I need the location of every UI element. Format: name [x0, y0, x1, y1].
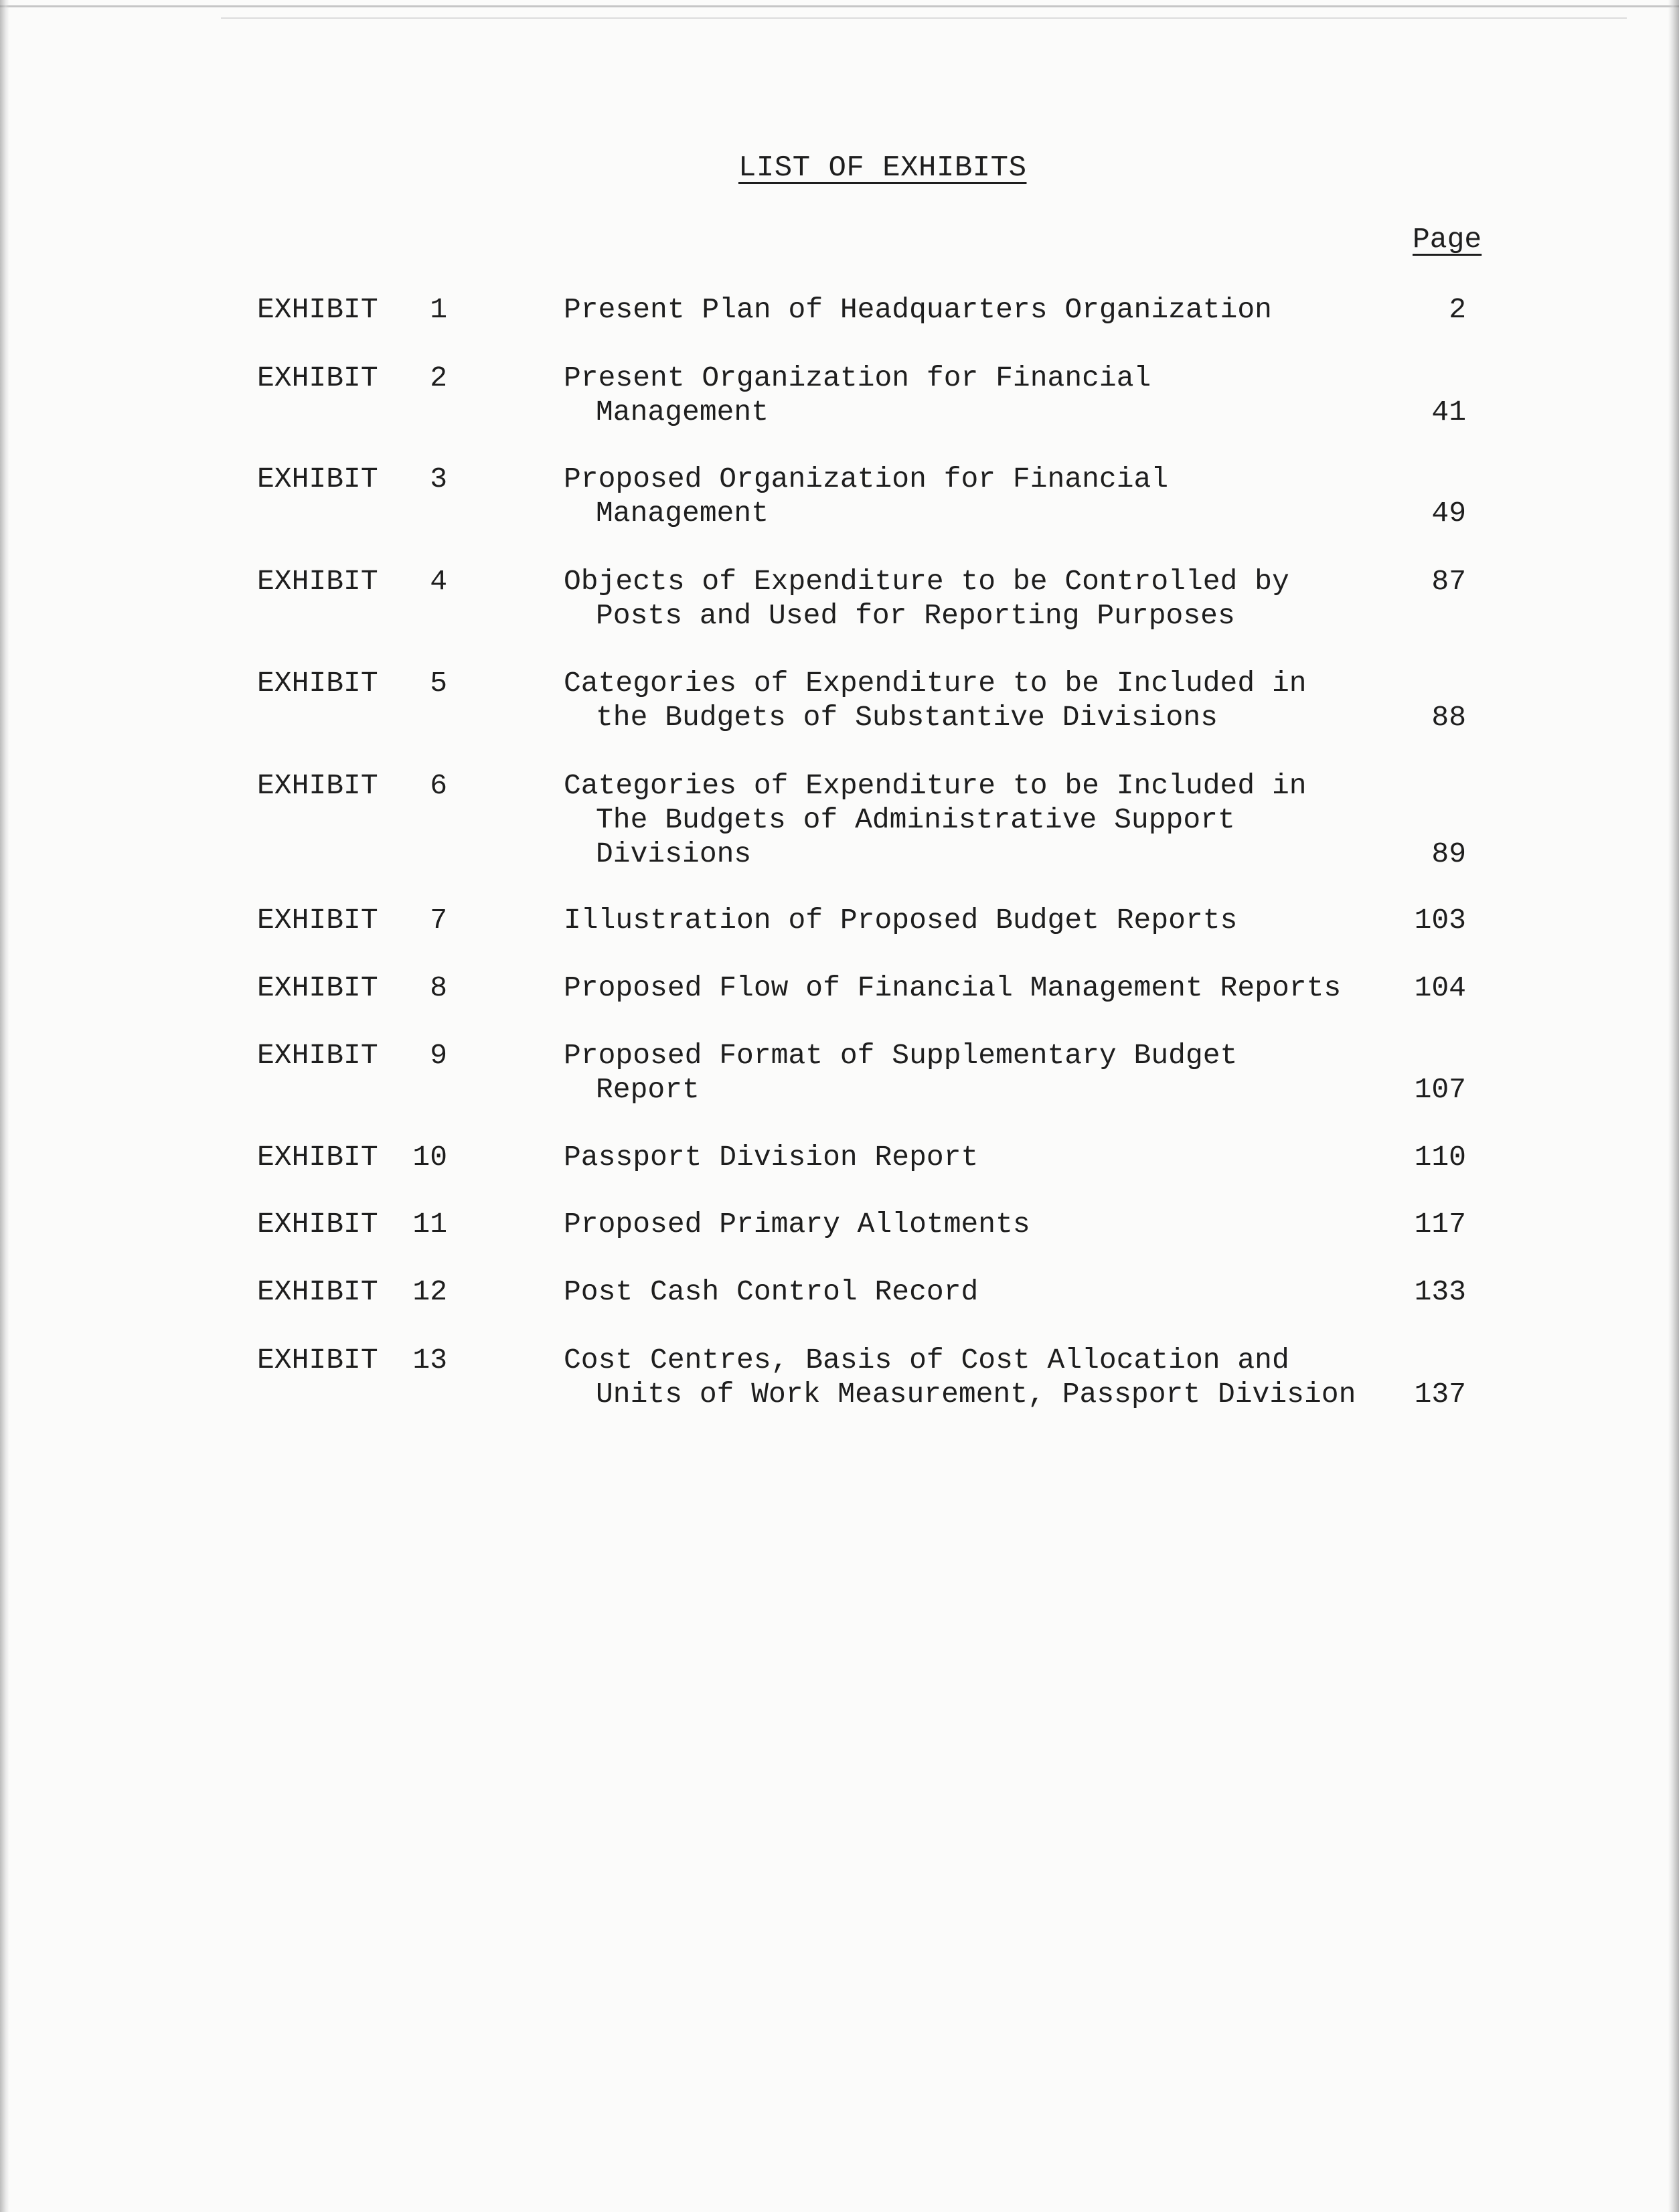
exhibit-label: EXHIBIT: [257, 1275, 378, 1308]
exhibit-number: 13: [412, 1344, 447, 1376]
exhibit-number: 8: [430, 971, 447, 1004]
scan-edge-left: [0, 0, 9, 2212]
exhibit-page-number: 103: [1414, 904, 1466, 937]
exhibit-page-number: 49: [1431, 497, 1466, 530]
exhibit-title-line: Passport Division Report: [564, 1141, 979, 1174]
exhibit-page-number: 88: [1431, 701, 1466, 734]
exhibit-title-line: Present Organization for Financial: [564, 362, 1151, 394]
exhibit-title: [564, 564, 1367, 633]
exhibit-title-line: Proposed Organization for Financial: [564, 463, 1169, 495]
exhibit-title: [564, 1038, 1367, 1107]
page-title: LIST OF EXHIBITS: [738, 151, 1027, 185]
exhibit-title: [564, 769, 1367, 871]
exhibit-title: [564, 1207, 1367, 1241]
exhibit-page-number: 133: [1414, 1275, 1466, 1308]
exhibit-title: [564, 1275, 1367, 1309]
exhibit-title-line: Post Cash Control Record: [564, 1275, 979, 1308]
exhibit-title-line: Illustration of Proposed Budget Reports: [564, 904, 1238, 937]
exhibit-page-number: 117: [1414, 1208, 1466, 1241]
exhibit-label: EXHIBIT: [257, 667, 378, 700]
exhibit-page-number: 110: [1414, 1141, 1466, 1174]
exhibit-page-number: 107: [1414, 1073, 1466, 1106]
exhibit-title-line: Management: [596, 497, 769, 530]
exhibit-title-line: the Budgets of Substantive Divisions: [596, 701, 1218, 734]
exhibit-title-line: Proposed Flow of Financial Management Reports: [564, 971, 1342, 1004]
exhibit-label: EXHIBIT: [257, 293, 378, 326]
exhibit-title-line: Posts and Used for Reporting Purposes: [596, 599, 1235, 632]
exhibit-label: EXHIBIT: [257, 1141, 378, 1174]
exhibit-label: EXHIBIT: [257, 904, 378, 937]
exhibit-number: 5: [430, 667, 447, 700]
exhibit-title: [564, 1343, 1367, 1411]
exhibit-label: EXHIBIT: [257, 971, 378, 1004]
exhibit-number: 6: [430, 769, 447, 802]
exhibit-title: [564, 462, 1367, 530]
exhibit-title-line: Units of Work Measurement, Passport Division: [596, 1378, 1356, 1411]
exhibit-title: [564, 293, 1367, 327]
exhibit-number: 11: [412, 1208, 447, 1241]
exhibit-number: 4: [430, 565, 447, 598]
exhibit-title-line: Report: [596, 1073, 700, 1106]
exhibit-title: [564, 361, 1367, 429]
exhibit-label: EXHIBIT: [257, 1344, 378, 1376]
scan-edge-top-inner: [221, 17, 1627, 19]
exhibit-page-number: 89: [1431, 838, 1466, 870]
exhibit-title-line: Categories of Expenditure to be Included in: [564, 769, 1307, 802]
exhibit-number: 3: [430, 463, 447, 495]
exhibit-title-line: Management: [596, 396, 769, 428]
exhibit-label: EXHIBIT: [257, 1039, 378, 1072]
exhibit-page-number: 2: [1449, 293, 1466, 326]
exhibit-label: EXHIBIT: [257, 1208, 378, 1241]
exhibit-title-line: Divisions: [596, 838, 752, 870]
exhibit-title-line: Proposed Format of Supplementary Budget: [564, 1039, 1238, 1072]
exhibit-title-line: Cost Centres, Basis of Cost Allocation and: [564, 1344, 1289, 1376]
exhibit-label: EXHIBIT: [257, 769, 378, 802]
exhibit-title: [564, 971, 1367, 1005]
exhibit-title: [564, 666, 1367, 734]
page-column-header: Page: [1413, 223, 1482, 256]
exhibit-title-line: Categories of Expenditure to be Included in: [564, 667, 1307, 700]
exhibit-number: 12: [412, 1275, 447, 1308]
exhibit-number: 9: [430, 1039, 447, 1072]
scan-edge-top: [0, 5, 1679, 7]
exhibit-number: 7: [430, 904, 447, 937]
exhibit-label: EXHIBIT: [257, 362, 378, 394]
exhibit-number: 2: [430, 362, 447, 394]
exhibit-page-number: 87: [1431, 565, 1466, 598]
exhibit-title-line: The Budgets of Administrative Support: [596, 803, 1235, 836]
exhibit-label: EXHIBIT: [257, 463, 378, 495]
exhibit-label: EXHIBIT: [257, 565, 378, 598]
exhibit-number: 1: [430, 293, 447, 326]
scan-edge-right: [1668, 0, 1679, 2212]
exhibit-title-line: Present Plan of Headquarters Organization: [564, 293, 1272, 326]
exhibit-title-line: Proposed Primary Allotments: [564, 1208, 1030, 1241]
exhibit-number: 10: [412, 1141, 447, 1174]
exhibit-title-line: Objects of Expenditure to be Controlled by: [564, 565, 1289, 598]
exhibit-page-number: 104: [1414, 971, 1466, 1004]
exhibit-title: [564, 1140, 1367, 1174]
exhibit-page-number: 137: [1414, 1378, 1466, 1411]
exhibit-page-number: 41: [1431, 396, 1466, 428]
exhibit-title: [564, 903, 1367, 937]
